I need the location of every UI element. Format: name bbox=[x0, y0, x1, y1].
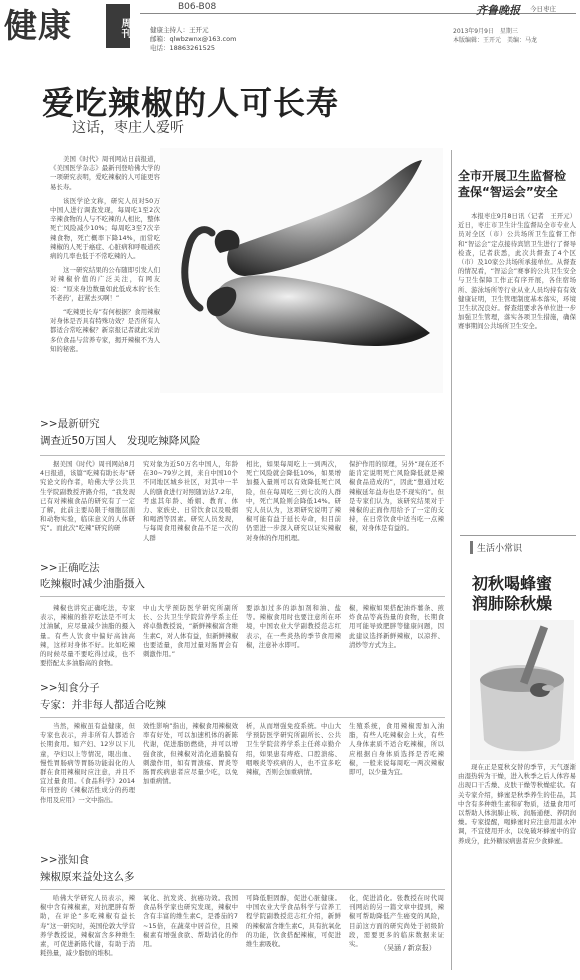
article-column: 生殖系统，食用辣椒需加入油脂，有些人吃辣椒会上火，有些人身体素质不适合吃辣椒，所以应根据自身体质选择是否吃辣椒，一般来说每周吃一两次辣椒即可，以少量为宜。 bbox=[349, 722, 444, 777]
sub-headline: 这话，枣庄人爱听 bbox=[72, 120, 184, 136]
editor-phone: 电话：18863261525 bbox=[150, 44, 215, 52]
section-rule bbox=[40, 596, 445, 597]
honey-headline: 初秋喝蜂蜜 润肺除秋燥 bbox=[472, 574, 569, 613]
paper-subtitle: 今日枣庄 bbox=[530, 5, 556, 13]
section-title: 辣椒原来益处这么多 bbox=[40, 871, 135, 883]
article-column: 中山大学预防医学研究所副所长、公共卫生学院营养学系主任蒋卓勤教授说，“新鲜辣椒富含维生素C，对人体有益，但新鲜辣椒也要适量，食用过量对肠胃会有刺激作用。” bbox=[143, 604, 238, 659]
intro-paragraph: “吃辣更长寿”有何根据？食用辣椒对身体是否具有特殊功效？是否所有人都适合常吃辣椒？新京报记者就此采访多位食品与营养专家，揭开辣椒不为人知的秘密。 bbox=[50, 308, 160, 353]
sidebar-headline: 全市开展卫生监督检查保“智运会”安全 bbox=[458, 169, 567, 199]
article-column: 氧化、抗发炎、抗癌功效。我国食品科学家也研究发现，辣椒中含有丰富的维生素C，是番茄的7~15倍，在蔬菜中居首位，且辣椒素有增强食欲、帮助消化的作用。 bbox=[143, 894, 238, 949]
editor-email: 邮箱：qlwbzwnx@163.com bbox=[150, 35, 237, 43]
date-line bbox=[453, 27, 537, 45]
honey-article: 现在正是夏秋交替的季节，天气逐渐由湿热转为干燥，进入秋季之后人体容易出现口干舌燥、皮肤干燥等秋燥症状。有关专家介绍，蜂蜜是秋季养生的佳品，其中含有多种维生素和矿物质，适量食用可以帮助人体润肺止咳、润肠通便、养阴润燥。专家提醒，喝蜂蜜时应注意用温水冲调，不宜使用开水，以免破坏蜂蜜中的营养成分，此外糖尿病患者应少食蜂蜜。 bbox=[458, 763, 576, 845]
sidebar-article: 本报枣庄9月8日讯（记者 王开元）近日，枣庄市卫生计生监督局全市专业人员对全区（市）公共场所卫生监督工作和“智运会”定点接待宾馆卫生进行了督导检查，记者获悉，此次共督查了4个区（市）及10家公共场所承接单位。从督查的情况看，“智运会”赛事的公共卫生安全与卫生保障工作正有序开展，各住宿场所、游泳场所等行业从业人员均持有有效健康证明，卫生管理制度基本落实，环境卫生状况良好。督查组要求各单位进一步加强卫生管理，落实各项卫生措施，确保赛事期间公共场所卫生安全。 bbox=[458, 212, 576, 331]
intro-column bbox=[50, 155, 160, 385]
section-title: 吃辣椒时减少油脂摄入 bbox=[40, 578, 145, 590]
article-column: 辣椒也讲究正确吃法，专家表示，辣椒的推荐吃法是不可太过油腻，应尽量减少油脂的摄入量。有些人饮食中偏好高油高辣，这样对身体不好。比如吃辣的时候尽量不要吃得过咸，也不要搭配太多油脂高的食物。 bbox=[40, 604, 135, 668]
article-column: 椒，辣椒如果搭配油炸薯条、煎炸食品等高热量的食物，长期食用可能导致肥胖等健康问题，因此建议选择新鲜辣椒，以凉拌、清炒等方式为主。 bbox=[349, 604, 444, 649]
article-author: （吴涵 / 新京报） bbox=[380, 944, 436, 952]
article-column: 据美国《时代》周刊网站8月4日报道，该篇“吃辣有助长寿”研究论文的作者，哈佛大学公共卫生学院副教授齐路介绍，“我发现已有对辣椒食品的研究有了一定了解，此前主要局限于细胞层面和动物实验，临床意义的人体研究”。而此次“吃辣”研究的研 bbox=[40, 460, 135, 533]
honey-dipper-image bbox=[470, 620, 574, 760]
section-label: >>最新研究 bbox=[40, 418, 100, 430]
article-column: 化，促进消化。张教授在时代周刊网站的另一篇文章中提到，辣椒可帮助降低产生癌变的风险，目前这方面的研究尚处于初级阶段，需要更多的临床数据来证实。 bbox=[349, 894, 444, 949]
section-title: 健康 bbox=[4, 6, 72, 45]
section-label: >>正确吃法 bbox=[40, 562, 100, 574]
section-rule bbox=[40, 889, 445, 890]
article-column: 究对象为近50万名中国人，年龄在30~79岁之间，来自中国10个不同地区城乡社区，对其中一半人的膳食进行对照随访达7.2年，考虑其年龄、婚姻、教育、体力、家族史、日常饮食以及吸烟和喝酒等因素。研究人员发现，与每周食用辣椒食品不足一次的人群 bbox=[143, 460, 238, 542]
article-column: 要添加过多的添加剂和油、盐等。辣椒食用时也要注意所在环境，中国农业大学副教授范志红表示，在一些炎热的季节食用辣椒，注意补水即可。 bbox=[246, 604, 341, 649]
section-label: >>涨知食 bbox=[40, 854, 90, 866]
weekly-seal: 周刊 bbox=[106, 4, 130, 48]
article-column: 相比，如果每周吃上一到两次，死亡风险就会降低10%，如果增加摄入量则可以有效降低死亡风险，但在每周吃三到七次的人群中，死亡风险则会降低14%。研究人员认为，这项研究说明了辣椒可能有益于延长寿命，但目前仍需进一步深入研究以证实辣椒对身体的作用机理。 bbox=[246, 460, 341, 542]
section-title: 专家：并非每人都适合吃辣 bbox=[40, 699, 166, 711]
intro-paragraph: 这一研究结果的公布随即引发人们对辣椒价值的广泛关注，有网友说：“原来身边数量如此低成本的‘长生不老药’，赶紧去买啊！” bbox=[50, 266, 160, 302]
article-column: 哈佛大学研究人员表示，辣椒中含有辣椒素，对抗肥胖有帮助，在评论“多吃辣椒有益长寿”这一研究时，英国伦敦大学营养学教授说，辣椒富含多种维生素，可促进新陈代谢，有助于消耗热量，减少脂肪的堆积。 bbox=[40, 894, 135, 958]
editor-host: 健康主持人：王开元 bbox=[150, 26, 209, 34]
section-rule bbox=[40, 455, 445, 456]
page-range: B06-B08 bbox=[178, 2, 217, 12]
sidebar-divider bbox=[451, 150, 452, 970]
intro-paragraph: 该医学论文称，研究人员对50万中国人进行调查发现，每周吃1至2次辛辣食物的人与不吃辣的人相比，整体死亡风险减少10%；每周吃3至7次辛辣食物，死亡概率下降14%，而常吃辣椒的人死于癌症、心脏病和呼吸道疾病的几率也低于不常吃辣的人。 bbox=[50, 196, 160, 261]
section-title: 调查近50万国人 发现吃辣降风险 bbox=[40, 435, 201, 447]
life-tips-tag: 生活小常识 bbox=[470, 541, 522, 554]
section-rule bbox=[40, 717, 445, 718]
article-column: 效性影响”指出，辣椒食用辣椒效率有好处，可以加速机体的新陈代谢，促进脂肪燃烧，并可以增强食欲，但辣椒对消化道黏膜有刺激作用，如有胃溃疡、胃炎等肠胃疾病患者应尽量少吃，以免加重病情。 bbox=[143, 722, 238, 786]
article-column: 可降低胆固醇，促进心脏健康。中国农业大学食品科学与营养工程学院副教授范志红介绍，新鲜的辣椒富含维生素C，具有抗氧化的功能，饮食搭配辣椒，可促进维生素吸收。 bbox=[246, 894, 341, 949]
intro-paragraph: 美国《时代》周刊网站日前报道，《美国医学杂志》最新刊登哈佛大学的一项研究表明，爱吃辣椒的人可能更容易长寿。 bbox=[50, 155, 160, 191]
section-label: >>知食分子 bbox=[40, 682, 100, 694]
issue-date: 2013年9月9日 星期三 bbox=[453, 28, 518, 35]
article-column: 析，从而增强免疫系统。中山大学预防医学研究所副所长、公共卫生学院营养学系主任蒋卓勤介绍，如果患有痔疮、口腔溃疡、咽喉炎等疾病的人，也不宜多吃辣椒，否则会加重病情。 bbox=[246, 722, 341, 777]
page-editors: 本版编辑：王开元 美编：马龙 bbox=[453, 37, 538, 44]
article-column: 保护作用的原理，另外“现在还不能肯定说明死亡风险降低就是辣椒食品造成的”，因此“想通过吃辣椒延年益寿也是不现实的”。但是专家们认为，该研究结果对于辣椒的正面作用给予了一定的支持，在日常饮食中适当吃一点辣椒，对身体是有益的。 bbox=[349, 460, 444, 533]
life-tips-rule bbox=[460, 535, 576, 536]
article-column: 当然，辣椒虽有益健康，但专家也表示，并非所有人都适合长期食用。如产妇、12岁以下儿童，孕妇以上等情况，眼出血、慢性胃肠病等胃肠功能弱化的人群在食用辣椒时应注意，并且不宜过量食用。《食品科学》2014年刊登的《辣椒活性成分的药理作用及应用》一文中指出。 bbox=[40, 722, 135, 804]
main-headline: 爱吃辣椒的人可长寿 bbox=[42, 84, 340, 122]
chili-pepper-photo bbox=[160, 148, 443, 393]
paper-logo: 齐鲁晚报 bbox=[476, 4, 520, 17]
editor-info bbox=[150, 26, 236, 53]
